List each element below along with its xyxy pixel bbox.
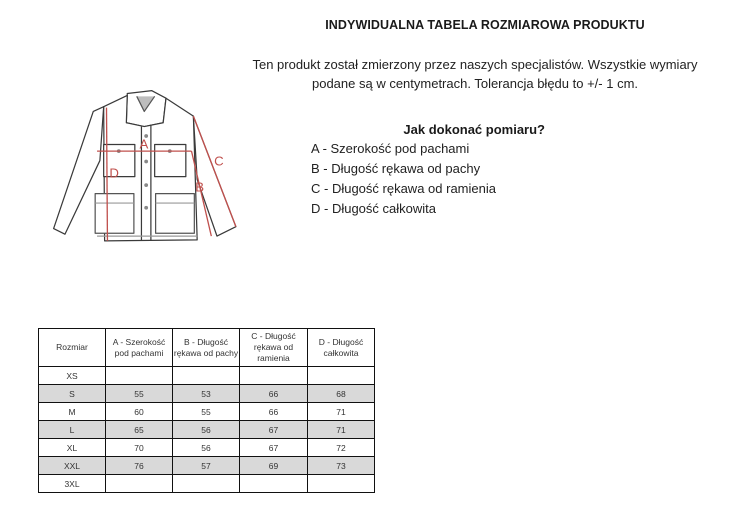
header-c: C - Długość rękawa od ramienia xyxy=(240,329,308,367)
cell-c xyxy=(240,367,308,385)
page-title: INDYWIDUALNA TABELA ROZMIAROWA PRODUKTU xyxy=(325,18,645,32)
label-c: C xyxy=(214,153,224,169)
jacket-measurement-diagram xyxy=(38,85,260,255)
cell-c: 66 xyxy=(240,385,308,403)
cell-b xyxy=(173,367,240,385)
cell-b: 57 xyxy=(173,457,240,475)
table-row xyxy=(39,439,375,457)
cell-d: 72 xyxy=(308,439,375,457)
table-row xyxy=(39,421,375,439)
label-b: B xyxy=(195,179,205,195)
measure-line-d xyxy=(107,108,108,241)
table-row xyxy=(39,385,375,403)
cell-b xyxy=(173,475,240,493)
cell-c: 67 xyxy=(240,421,308,439)
cell-d: 71 xyxy=(308,421,375,439)
label-a: A xyxy=(139,136,149,152)
cell-b: 53 xyxy=(173,385,240,403)
header-b: B - Długość rękawa od pachy xyxy=(173,329,240,367)
cell-b: 55 xyxy=(173,403,240,421)
cell-b: 56 xyxy=(173,439,240,457)
table-row xyxy=(39,457,375,475)
size-table xyxy=(38,328,375,493)
cell-a xyxy=(106,475,173,493)
table-header-row xyxy=(39,329,375,367)
cell-d xyxy=(308,475,375,493)
intro-line-2: podane są w centymetrach. Tolerancja błędu to +/- 1 cm. xyxy=(311,76,639,91)
measurement-legend xyxy=(311,139,496,219)
intro-text xyxy=(240,55,710,93)
cell-b: 56 xyxy=(173,421,240,439)
cell-a: 55 xyxy=(106,385,173,403)
cell-size: XS xyxy=(39,367,106,385)
header-size: Rozmiar xyxy=(39,329,106,367)
cell-a: 76 xyxy=(106,457,173,475)
legend-item-b: B - Długość rękawa od pachy xyxy=(311,161,481,176)
label-d: D xyxy=(109,165,119,181)
intro-line-1: Ten produkt został zmierzony przez naszych specjalistów. Wszystkie wymiary xyxy=(252,57,698,72)
cell-c: 69 xyxy=(240,457,308,475)
cell-size: XXL xyxy=(39,457,106,475)
legend-item-d: D - Długość całkowita xyxy=(311,201,436,216)
how-to-measure-title: Jak dokonać pomiaru? xyxy=(403,122,545,137)
cell-d: 71 xyxy=(308,403,375,421)
header-d: D - Długość całkowita xyxy=(308,329,375,367)
cell-a: 60 xyxy=(106,403,173,421)
jacket-outline-icon xyxy=(54,91,236,241)
cell-size: 3XL xyxy=(39,475,106,493)
cell-c: 66 xyxy=(240,403,308,421)
cell-d xyxy=(308,367,375,385)
table-row xyxy=(39,403,375,421)
legend-item-c: C - Długość rękawa od ramienia xyxy=(311,181,496,196)
cell-size: L xyxy=(39,421,106,439)
legend-item-a: A - Szerokość pod pachami xyxy=(311,141,470,156)
cell-c: 67 xyxy=(240,439,308,457)
cell-a: 70 xyxy=(106,439,173,457)
header-a: A - Szerokość pod pachami xyxy=(106,329,173,367)
cell-d: 68 xyxy=(308,385,375,403)
cell-a xyxy=(106,367,173,385)
cell-c xyxy=(240,475,308,493)
cell-d: 73 xyxy=(308,457,375,475)
cell-size: XL xyxy=(39,439,106,457)
table-row xyxy=(39,475,375,493)
cell-size: M xyxy=(39,403,106,421)
cell-a: 65 xyxy=(106,421,173,439)
cell-size: S xyxy=(39,385,106,403)
table-row xyxy=(39,367,375,385)
